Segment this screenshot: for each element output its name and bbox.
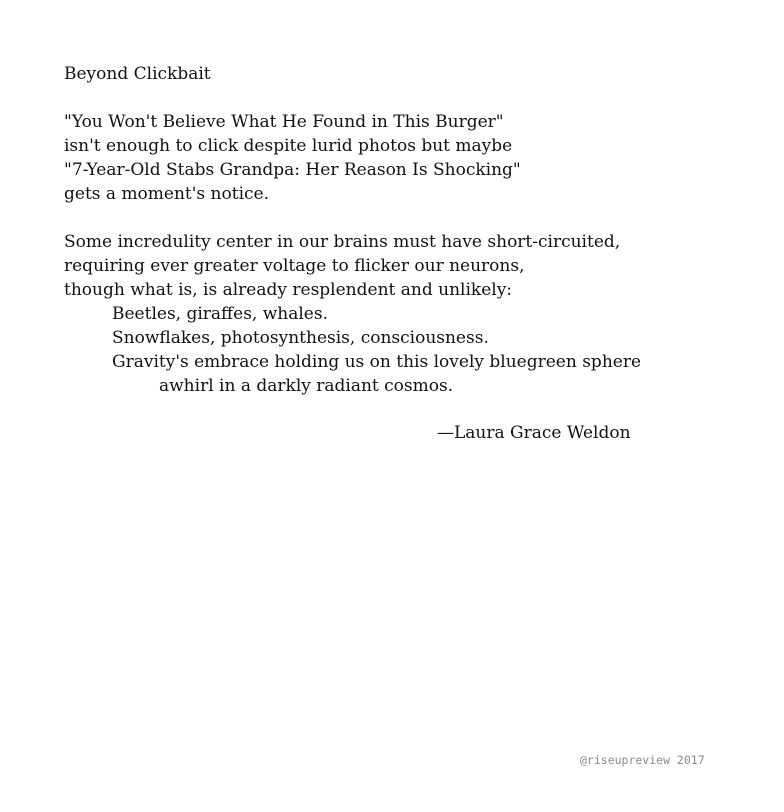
poem-title: Beyond Clickbait: [64, 64, 211, 84]
poem-line-double-indented: awhirl in a darkly radiant cosmos.: [159, 376, 454, 396]
poem: [64, 62, 754, 422]
poem-line: "7-Year-Old Stabs Grandpa: Her Reason Is Shocking": [64, 160, 521, 180]
poem-line: isn't enough to click despite lurid photos but maybe: [64, 136, 513, 156]
poem-line: Some incredulity center in our brains must have short-circuited,: [64, 232, 621, 252]
poem-line: gets a moment's notice.: [64, 184, 269, 204]
stanza-2: [64, 230, 754, 398]
poem-author: —Laura Grace Weldon: [437, 423, 631, 443]
poem-line-indented: Snowflakes, photosynthesis, consciousness.: [112, 328, 489, 348]
poem-line: though what is, is already resplendent and unlikely:: [64, 280, 513, 300]
poem-line: "You Won't Believe What He Found in This Burger": [64, 112, 504, 132]
poem-line: requiring ever greater voltage to flicker our neurons,: [64, 256, 525, 276]
stanza-1: [64, 110, 754, 206]
poem-line-indented: Beetles, giraffes, whales.: [112, 304, 328, 324]
footer-credit: @riseupreview 2017: [580, 753, 705, 767]
poem-line-indented: Gravity's embrace holding us on this lovely bluegreen sphere: [112, 352, 642, 372]
